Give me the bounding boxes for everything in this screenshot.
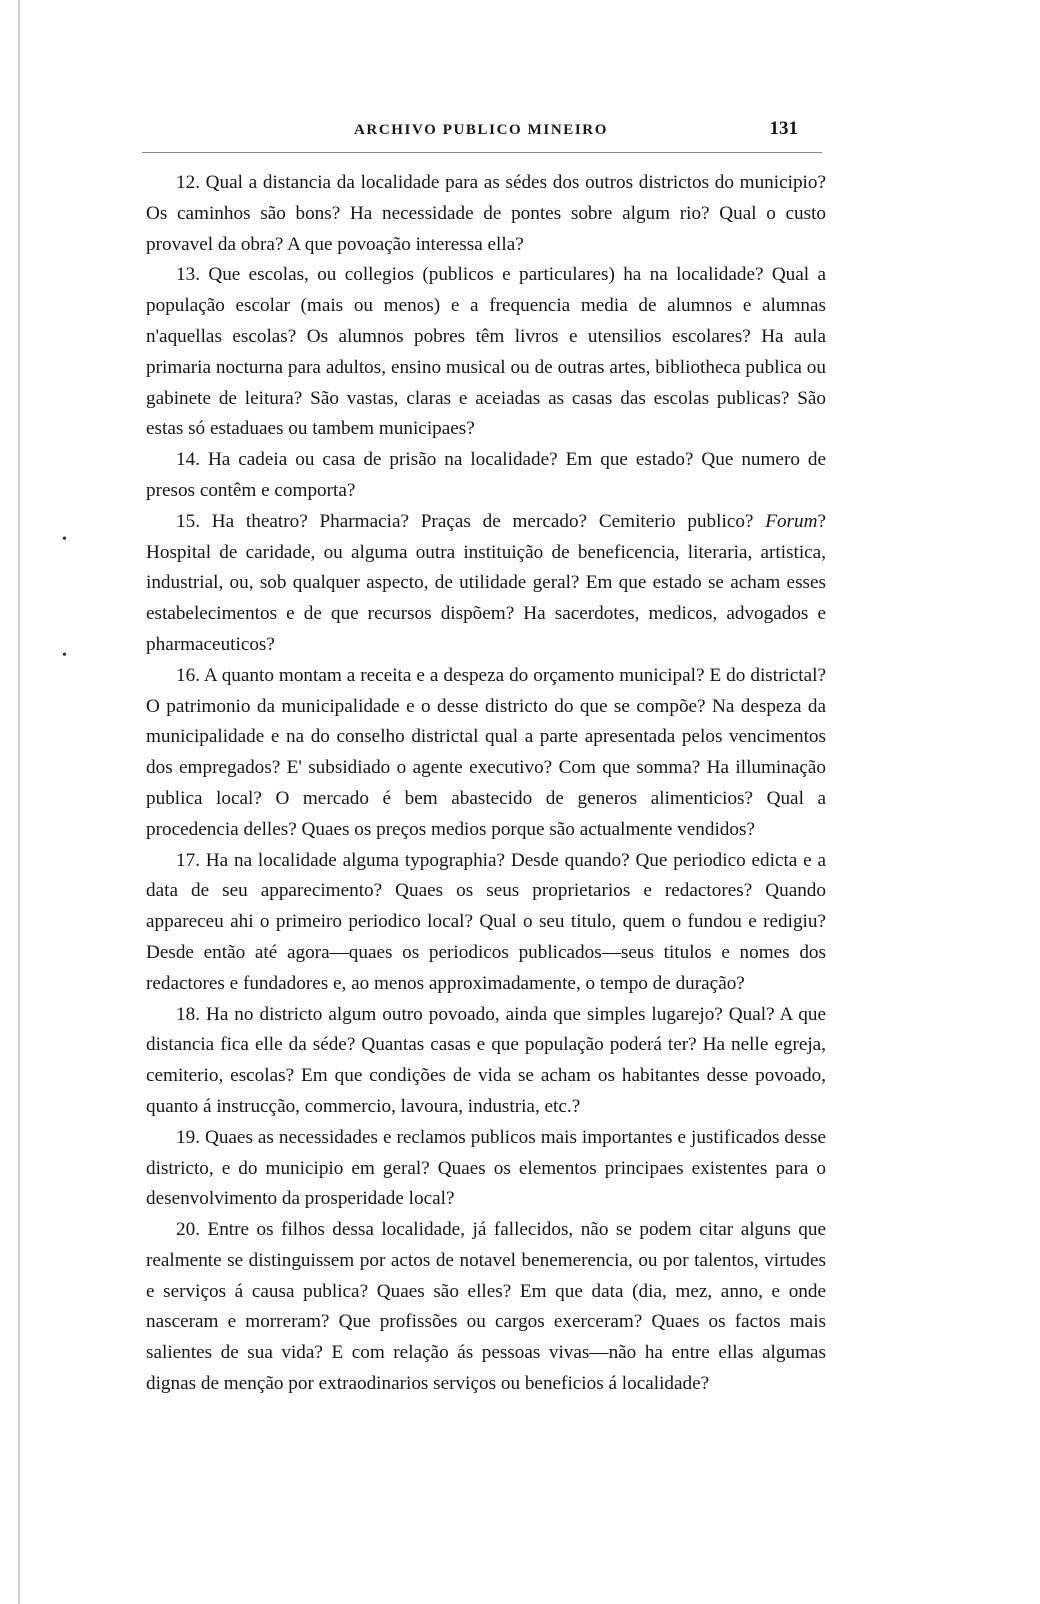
page-number: 131 — [769, 118, 798, 139]
question-15-italic-word: Forum — [765, 510, 818, 532]
question-15-text-start: 15. Ha theatro? Pharmacia? Praças de mercado? Cemiterio publico? — [176, 510, 766, 532]
page-header — [142, 114, 820, 148]
question-12: 12. Qual a distancia da localidade para as sédes dos outros districtos do municipio? Os caminhos são bons? Ha necessidade de pontes sobre algum rio? Qual o custo provavel da obra? A que povoação interessa ella? — [146, 172, 826, 255]
header-rule — [142, 152, 822, 153]
question-19: 19. Quaes as necessidades e reclamos publicos mais importantes e justificados desse districto, e do municipio em geral? Quaes os elementos principaes existentes para o desenvolvimento da prosperidade local? — [146, 1126, 826, 1210]
question-20: 20. Entre os filhos dessa localidade, já fallecidos, não se podem citar alguns que realmente se distinguissem por actos de notavel benemerencia, ou por talentos, virtudes e serviços á causa publica? Quaes são elles? Em que data (dia, mez, anno, e onde nasceram e morreram? Que profissões ou cargos exerceram? Quaes os factos mais salientes de sua vida? E com relação ás pessoas vivas—não ha entre ellas algumas dignas de menção por extraodinarios serviços ou beneficios á localidade? — [146, 1219, 826, 1395]
margin-mark: • — [62, 648, 67, 663]
question-18: 18. Ha no districto algum outro povoado, ainda que simples lugarejo? Qual? A que distancia fica elle da séde? Quantas casas e que população poderá ter? Ha nelle egreja, cemiterio, escolas? Em que condições de vida se acham os habitantes desse povoado, quanto á instrucção, commercio, lavoura, industria, etc.? — [146, 1003, 826, 1117]
question-15-text-end: ? Hospital de caridade, ou alguma outra instituição de beneficencia, literaria, artistica, industrial, ou, sob qualquer aspecto, de utilidade geral? Em que estado se acham esses estabelecimentos e de que recursos dispõem? Ha sacerdotes, medicos, advogados e pharmaceuticos? — [146, 510, 826, 655]
running-title: ARCHIVO PUBLICO MINEIRO — [353, 122, 608, 138]
question-13: 13. Que escolas, ou collegios (publicos e particulares) ha na localidade? Qual a população escolar (mais ou menos) e a frequencia media de alumnos e alumnas n'aquellas escolas? Os alumnos pobres têm livros e utensilios escolares? Ha aula primaria nocturna para adultos, ensino musical ou de outras artes, bibliotheca publica ou gabinete de leitura? São vastas, claras e aceiadas as casas das escolas publicas? São estas só estaduaes ou tambem municipaes? — [146, 264, 826, 440]
scan-edge-line — [18, 0, 20, 1604]
question-16: 16. A quanto montam a receita e a despeza do orçamento municipal? E do districtal? O patrimonio da municipalidade e o desse districto do que se compõe? Na despeza da municipalidade e na do conselho districtal qual a parte apresentada pelos vencimentos dos empregados? E' subsidiado o agente executivo? Com que somma? Ha illuminação publica local? O mercado é bem abastecido de generos alimenticios? Qual a procedencia delles? Quaes os preços medios porque são actualmente vendidos? — [146, 664, 826, 840]
question-15 — [146, 507, 826, 661]
margin-mark: • — [62, 532, 67, 547]
body-text — [146, 168, 826, 1400]
question-17: 17. Ha na localidade alguma typographia? Desde quando? Que periodico edicta e a data de seu apparecimento? Quaes os seus proprietarios e redactores? Quando appareceu ahi o primeiro periodico local? Qual o seu titulo, quem o fundou e redigiu? Desde então até agora—quaes os periodicos publicados—seus titulos e nomes dos redactores e fundadores e, ao menos approximadamente, o tempo de duração? — [146, 849, 826, 994]
question-14: 14. Ha cadeia ou casa de prisão na localidade? Em que estado? Que numero de presos contêm e comporta? — [146, 449, 826, 501]
